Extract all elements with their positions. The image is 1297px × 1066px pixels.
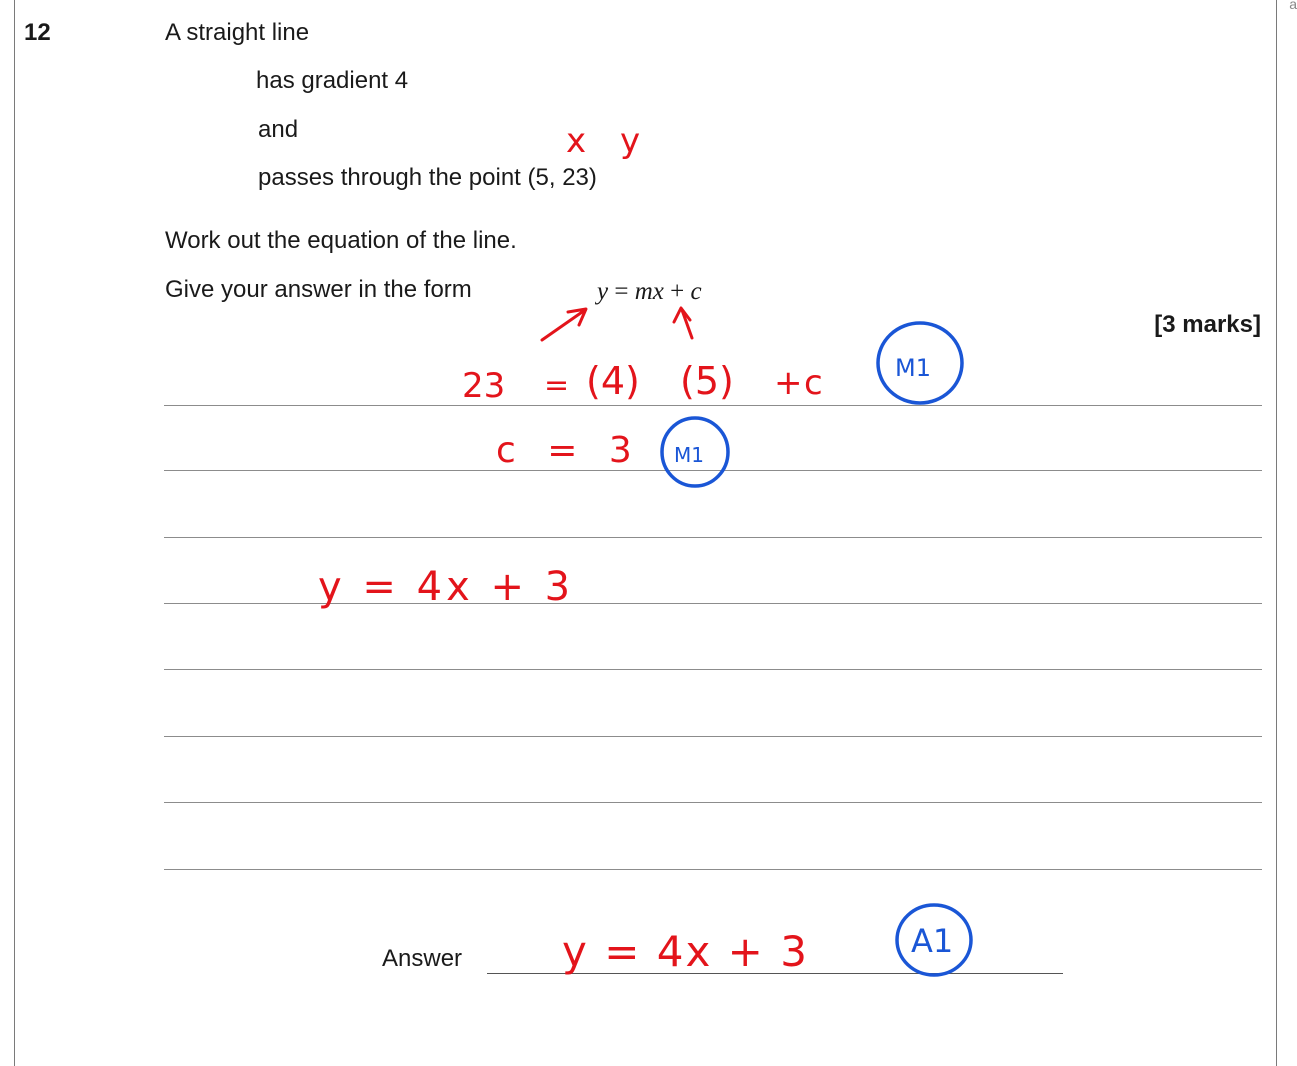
working-line-8 <box>164 869 1262 870</box>
corner-glyph: a <box>1289 0 1297 12</box>
working-4: (4) <box>586 359 640 403</box>
formula-plus: + <box>663 278 691 305</box>
form-prompt: Give your answer in the form <box>165 276 472 303</box>
working-line-5 <box>164 669 1262 670</box>
working-line-1 <box>164 405 1262 406</box>
working-final-equation: y = 4x + 3 <box>318 564 575 610</box>
condition-gradient: has gradient 4 <box>256 67 409 94</box>
working-equals: = <box>544 368 570 403</box>
mark-circle-2-icon <box>662 418 728 486</box>
formula-equals: = <box>608 278 635 305</box>
target-form-formula <box>597 278 702 306</box>
question-intro: A straight line <box>165 19 310 46</box>
answer-label: Answer <box>382 945 463 972</box>
working-23: 23 <box>462 366 506 406</box>
formula-c: c <box>690 278 702 305</box>
arrow-head-x-icon <box>674 308 690 322</box>
working-line-4 <box>164 603 1262 604</box>
mark-m1-first: M1 <box>895 354 931 382</box>
condition-point: passes through the point (5, 23) <box>258 164 597 191</box>
working-line-2 <box>164 470 1262 471</box>
working-c: c <box>804 363 823 403</box>
working-5: (5) <box>680 359 734 403</box>
point-label-x: x <box>566 121 587 161</box>
working-line-3 <box>164 537 1262 538</box>
arrow-head-y-icon <box>568 309 586 325</box>
arrow-to-y-icon <box>542 310 585 340</box>
mark-m1-second: M1 <box>674 443 704 467</box>
working-c-equals-3: c = 3 <box>496 430 642 471</box>
mark-a1: A1 <box>911 922 954 960</box>
instruction-text: Work out the equation of the line. <box>165 227 517 254</box>
working-line-7 <box>164 802 1262 803</box>
arrow-to-x-icon <box>682 310 692 338</box>
question-number: 12 <box>24 19 51 46</box>
mark-circle-3-icon <box>897 905 971 975</box>
point-label-y: y <box>620 121 641 161</box>
mark-circle-1-icon <box>878 323 962 403</box>
marks-label: [3 marks] <box>1154 311 1261 338</box>
condition-conjunction: and <box>258 116 299 143</box>
left-margin-border <box>14 0 15 1066</box>
working-line-6 <box>164 736 1262 737</box>
right-margin-border <box>1276 0 1277 1066</box>
working-plus: + <box>774 363 803 403</box>
answer-line[interactable] <box>487 973 1063 974</box>
formula-y: y <box>597 278 609 305</box>
formula-mx: mx <box>634 278 664 305</box>
final-answer: y = 4x + 3 <box>562 927 809 976</box>
